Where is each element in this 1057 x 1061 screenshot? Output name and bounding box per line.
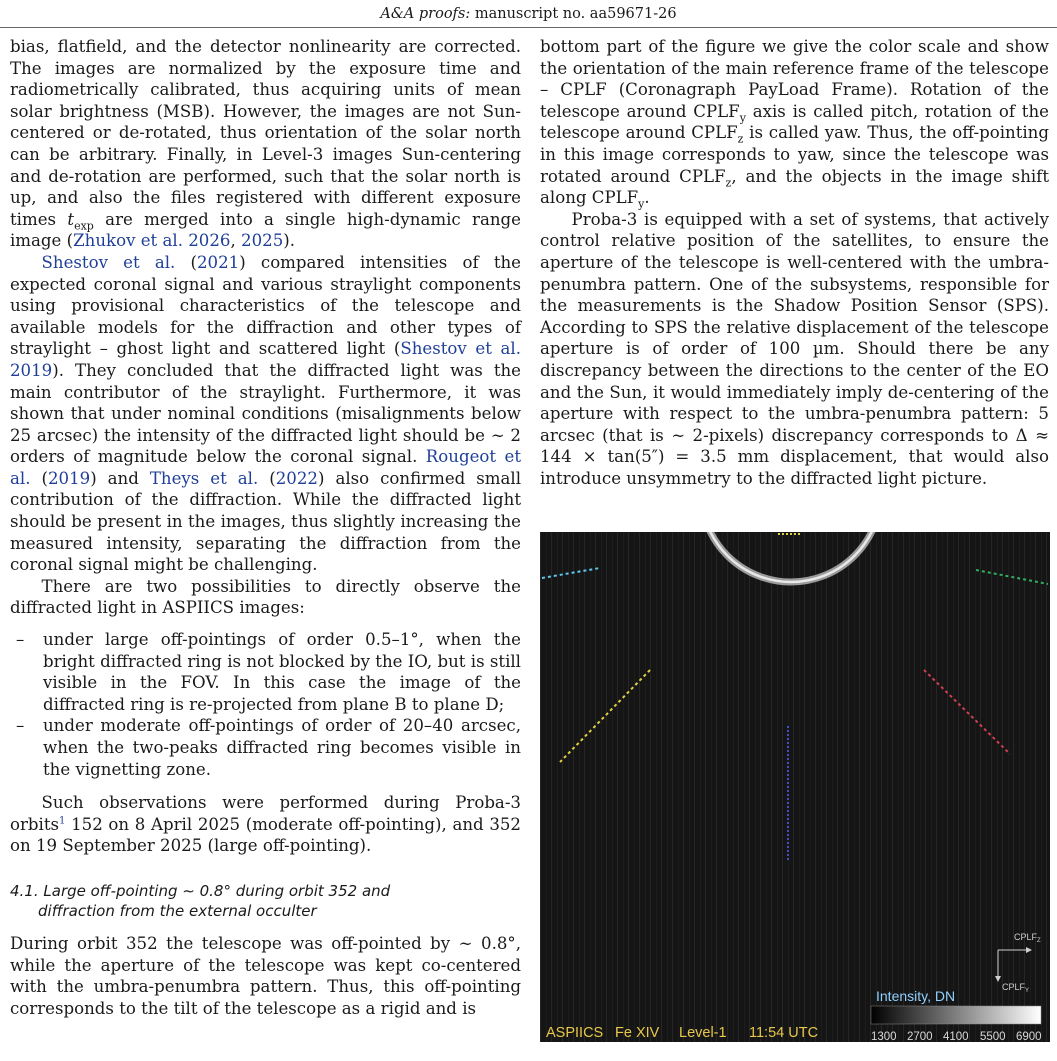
image-caption-line: Fe XIV — [615, 1025, 660, 1041]
image-caption-instrument: ASPIICS — [546, 1025, 604, 1041]
journal-name: A&A proofs: — [380, 6, 471, 22]
paragraph-5: During orbit 352 the telescope was off-pointed by ∼ 0.8°, while the aperture of the telescope was kept co-centered with the umbra-penumbra pattern. Thus, this off-pointing corresponds to the tilt of the telescope as a rigid and is — [10, 933, 521, 1018]
paragraph-1: bias, flatfield, and the detector nonlinearity are corrected. The images are normalized by the exposure time and radiometrically calibrated, thus acquiring units of mean solar brightness (MSB). However, the images are not Sun-centered or de-rotated, thus orientation of the solar north can be arbitrary. Finally, in Level-3 images Sun-centering and de-rotation are performed, such that the solar north is up, and also the files registered with different exposure times $t_{exp}$ are merged into a single high-dynamic range image (Zhukov et al. 2026, 2025). — [10, 37, 521, 251]
left-column — [10, 36, 521, 1019]
paragraph-3: There are two possibilities to directly observe the diffracted light in ASPIICS images: — [10, 576, 521, 618]
paragraph-2: Shestov et al. (2021) compared intensities of the expected coronal signal and various straylight components using provisional characteristics of the telescope and available models for the diffraction and other types of straylight – ghost light and scattered light (Shestov et al. 2019). They concluded that the diffracted light was the main contributor of the straylight. Furthermore, it was shown that under nominal conditions (misalignments below 25 arcsec) the intensity of the diffracted light should be ∼ 2 orders of magnitude below the coronal signal. Rougeot et al. (2019) and Theys et al. (2022) also confirmed small contribution of the diffraction. While the diffracted light should be present in the images, thus slightly increasing the measured intensity, separating the diffraction from the coronal signal might be challenging. — [10, 252, 522, 575]
citation-zhukov-2025[interactable]: 2025 — [241, 231, 284, 251]
citation-rougeot-year[interactable]: 2019 — [47, 468, 91, 488]
right-column — [540, 36, 1049, 489]
running-header — [0, 6, 1057, 22]
citation-shestov-2019[interactable]: Shestov et al. 2019 — [10, 339, 521, 380]
colorbar-tick: 4100 — [943, 1031, 969, 1042]
figure-canvas — [540, 532, 1050, 1042]
header-rule — [0, 27, 1057, 28]
coronagraph-image — [540, 532, 1050, 1042]
citation-shestov-2021-year[interactable]: 2021 — [196, 252, 240, 272]
colorbar-tick: 6900 — [1016, 1031, 1042, 1042]
list-item: – under moderate off-pointings of order of 20–40 arcsec, when the two-peaks diffracted ring becomes visible in the vignetting zone. — [16, 716, 521, 779]
paragraph-r2: Proba-3 is equipped with a set of systems, that actively control relative position of the satellites, to ensure the aperture of the telescope is well-centered with the umbra-penumbra pattern. One of the subsystems, responsible for the measurements is the Shadow Position Sensor (SPS). According to SPS the relative displacement of the telescope aperture is of order of 100 µm. Should there be any discrepancy between the directions to the center of the EO and the Sun, it would immediately imply de-centering of the aperture with respect to the umbra-penumbra pattern: 5 arcsec (that is ∼ 2-pixels) discrepancy corresponds to Δ ≈ 144 × tan(5″) = 3.5 mm displacement, that would also introduce unsymmetry to the diffracted light picture. — [540, 209, 1049, 488]
paragraph-4: Such observations were performed during Proba-3 orbits$^1$ 152 on 8 April 2025 (moderate off-pointing), and 352 on 19 September 2025 (large off-pointing). — [10, 793, 521, 856]
manuscript-number: manuscript no. aa59671-26 — [474, 6, 677, 22]
axis-y-label: $CPLF_Y$ — [1002, 982, 1030, 994]
citation-shestov-2021[interactable]: Shestov et al. — [41, 252, 176, 272]
possibilities-list — [10, 629, 521, 780]
colorbar-tick: 5500 — [980, 1031, 1006, 1042]
detector-stripes — [540, 532, 1050, 1042]
colorbar-title: Intensity, DN — [876, 988, 956, 1004]
colorbar-tick: 1300 — [871, 1031, 897, 1042]
citation-theys[interactable]: Theys et al. — [149, 468, 259, 488]
citation-zhukov-2026[interactable]: Zhukov et al. 2026 — [73, 231, 231, 251]
colorbar-tick: 2700 — [907, 1031, 933, 1042]
citation-theys-year[interactable]: 2022 — [275, 468, 318, 488]
paragraph-r1: bottom part of the figure we give the color scale and show the orientation of the main reference frame of the telescope – CPLF (Coronagraph PayLoad Frame). Rotation of the telescope around $CPLF_y$ axis is called pitch, rotation of the telescope around $CPLF_z$ is called yaw. Thus, the off-pointing in this image corresponds to yaw, since the telescope was rotated around $CPLF_z$, and the objects in the image shift along $CPLF_y$. — [540, 37, 1049, 211]
image-caption-time: 11:54 UTC — [749, 1025, 819, 1041]
colorbar — [871, 1006, 1041, 1024]
subsection-heading: 4.1. Large off-pointing ∼ 0.8° during orbit 352 and diffraction from the external occulter — [10, 881, 391, 920]
image-caption-level: Level-1 — [679, 1025, 727, 1041]
axis-z-label: $CPLF_Z$ — [1014, 932, 1041, 944]
list-item: – under large off-pointings of order 0.5–1°, when the bright diffracted ring is not blocked by the IO, but is still visible in the FOV. In this case the image of the diffracted ring is re-projected from plane B to plane D; — [16, 630, 521, 714]
footnote-marker[interactable]: 1 — [59, 815, 66, 827]
citation-rougeot[interactable]: Rougeot et al. — [10, 447, 521, 488]
